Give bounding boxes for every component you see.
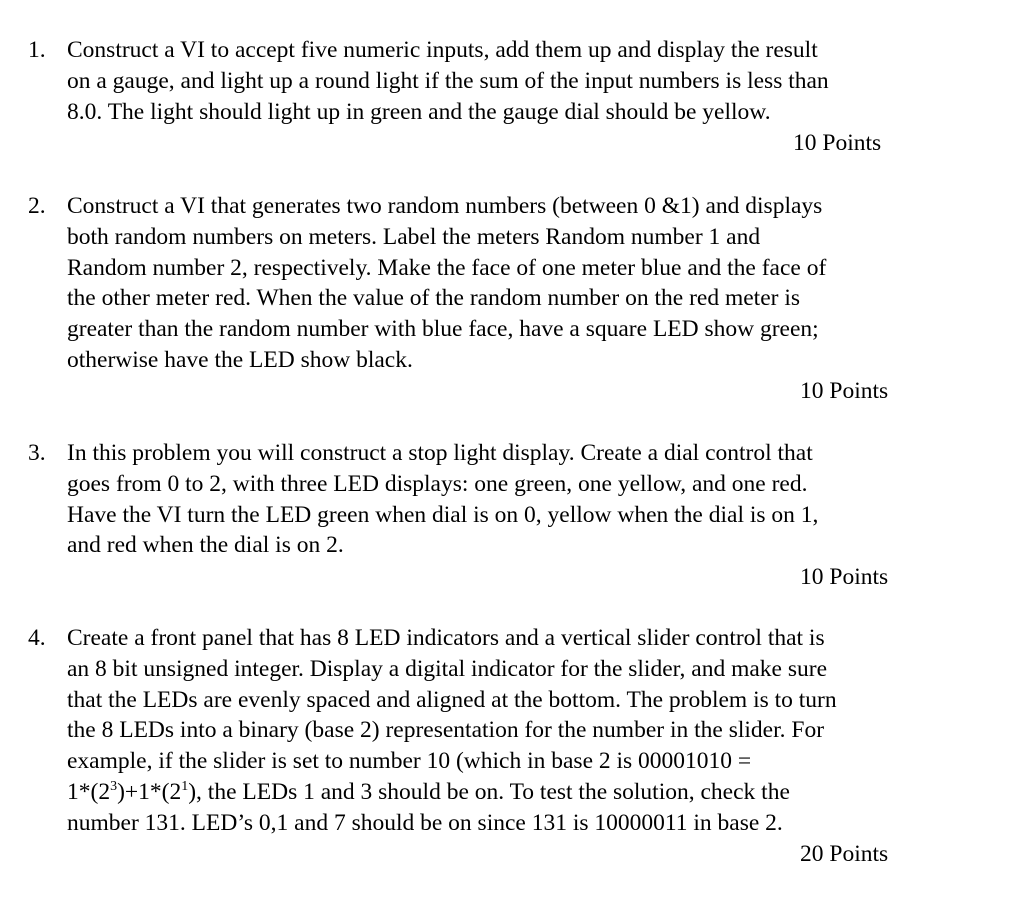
question-text [67, 438, 967, 561]
question-number: 1. [28, 37, 46, 63]
question-line: both random numbers on meters. Label the meters Random number 1 and [67, 223, 761, 250]
question-line: example, if the slider is set to number 10 (which in base 2 is 00001010 = [67, 748, 752, 775]
question-line: on a gauge, and light up a round light if the sum of the input numbers is less than [67, 67, 829, 94]
question-line: and red when the dial is on 2. [67, 532, 344, 559]
formula-exponent: 3 [110, 778, 118, 794]
question-line: Random number 2, respectively. Make the face of one meter blue and the face of [67, 254, 827, 281]
formula-part: )+1*(2 [117, 778, 182, 805]
question-text [67, 191, 967, 376]
question-line: number 131. LED’s 0,1 and 7 should be on since 131 is 10000011 in base 2. [67, 809, 783, 836]
question-line: an 8 bit unsigned integer. Display a digital indicator for the slider, and make sure [67, 655, 827, 682]
question-line: In this problem you will construct a stop light display. Create a dial control that [67, 440, 813, 466]
question-text [67, 35, 967, 127]
formula-part: ), the LEDs 1 and 3 should be on. To test the solution, check the [188, 778, 790, 805]
points-label: 20 Points [800, 841, 889, 867]
points-label: 10 Points [800, 564, 889, 590]
question-text [67, 623, 967, 839]
question-line: otherwise have the LED show black. [67, 346, 413, 373]
question-line: the 8 LEDs into a binary (base 2) representation for the number in the slider. For [67, 717, 825, 744]
question-number: 3. [28, 440, 46, 466]
question-line: that the LEDs are evenly spaced and aligned at the bottom. The problem is to turn [67, 686, 837, 713]
points-label: 10 Points [800, 378, 889, 404]
formula-part: 1*(2 [67, 778, 111, 805]
question-line: 8.0. The light should light up in green and the gauge dial should be yellow. [67, 98, 771, 125]
question-line: Create a front panel that has 8 LED indicators and a vertical slider control that is [67, 625, 825, 651]
question-line: Construct a VI that generates two random numbers (between 0 &1) and displays [67, 193, 823, 219]
question-line: Have the VI turn the LED green when dial is on 0, yellow when the dial is on 1, [67, 501, 819, 528]
question-formula-line [67, 777, 967, 808]
question-number: 2. [28, 193, 46, 219]
points-label: 10 Points [793, 130, 882, 156]
question-line: the other meter red. When the value of the random number on the red meter is [67, 285, 801, 312]
formula-exponent: 1 [181, 778, 189, 794]
question-line: goes from 0 to 2, with three LED displays: one green, one yellow, and one red. [67, 470, 808, 497]
question-line: Construct a VI to accept five numeric inputs, add them up and display the result [67, 37, 818, 63]
question-number: 4. [28, 625, 46, 651]
question-line: greater than the random number with blue face, have a square LED show green; [67, 316, 819, 343]
